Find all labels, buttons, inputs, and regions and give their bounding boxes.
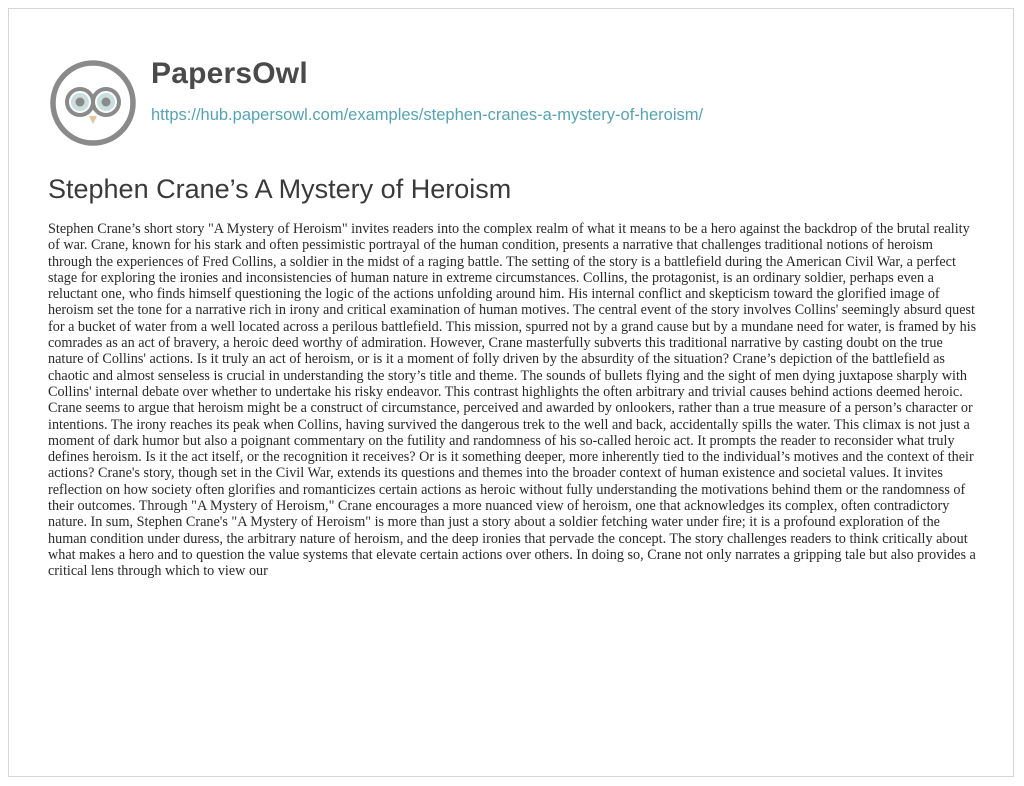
- document-body: Stephen Crane’s short story "A Mystery of Heroism" invites readers into the complex realm of what it means to be a hero against the backdrop of the brutal reality of war. Crane, known for his stark and often pessimistic portrayal of the human condition, presents a narrative that challenges traditional notions of heroism through the experiences of Fred Collins, a soldier in the midst of a raging battle. The setting of the story is a battlefield during the American Civil War, a perfect stage for exploring the ironies and inconsistencies of human nature in extreme circumstances. Collins, the protagonist, is an ordinary soldier, perhaps even a reluctant one, who finds himself questioning the logic of the actions unfolding around him. His internal conflict and skepticism toward the glorified image of heroism set the tone for a narrative rich in irony and critical examination of human motives. The central event of the story involves Collins' seemingly absurd quest for a bucket of water from a well located across a perilous battlefield. This mission, spurred not by a grand cause but by a mundane need for water, is framed by his comrades as an act of bravery, a heroic deed worthy of admiration. However, Crane masterfully subverts this traditional narrative by casting doubt on the true nature of Collins' actions. Is it truly an act of heroism, or is it a moment of folly driven by the absurdity of the situation? Crane’s depiction of the battlefield as chaotic and almost senseless is crucial in understanding the story’s title and theme. The sounds of bullets flying and the sight of men dying juxtapose sharply with Collins' internal debate over whether to undertake his risky endeavor. This contrast highlights the often arbitrary and trivial causes behind actions deemed heroic. Crane seems to argue that heroism might be a construct of circumstance, perceived and awarded by onlookers, rather than a true measure of a person’s character or intentions. The irony reaches its peak when Collins, having survived the dangerous trek to the well and back, accidentally spills the water. This climax is not just a moment of dark humor but also a poignant commentary on the futility and randomness of his so-called heroic act. It prompts the reader to reconsider what truly defines heroism. Is it the act itself, or the recognition it receives? Or is it something deeper, more inherently tied to the individual’s motives and the context of their actions? Crane's story, though set in the Civil War, extends its questions and themes into the broader context of human existence and societal values. It invites reflection on how society often glorifies and romanticizes certain actions as heroic without fully understanding the motivations behind them or the randomness of their outcomes. Through "A Mystery of Heroism," Crane encourages a more nuanced view of heroism, one that acknowledges its complex, often contradictory nature. In sum, Stephen Crane's "A Mystery of Heroism" is more than just a story about a soldier fetching water under fire; it is a profound exploration of the human condition under duress, the arbitrary nature of heroism, and the deep ironies that pervade the concept. The story challenges readers to think critically about what makes a hero and to question the value systems that elevate certain actions over others. In doing so, Crane not only narrates a gripping tale but also provides a critical lens through which to view our: [48, 221, 977, 580]
- source-url-link[interactable]: https://hub.papersowl.com/examples/stephen-cranes-a-mystery-of-heroism/: [151, 106, 704, 124]
- owl-logo-icon: [48, 58, 138, 148]
- site-header: [48, 40, 978, 150]
- document-title: Stephen Crane’s A Mystery of Heroism: [48, 174, 512, 204]
- brand-name: PapersOwl: [151, 57, 308, 90]
